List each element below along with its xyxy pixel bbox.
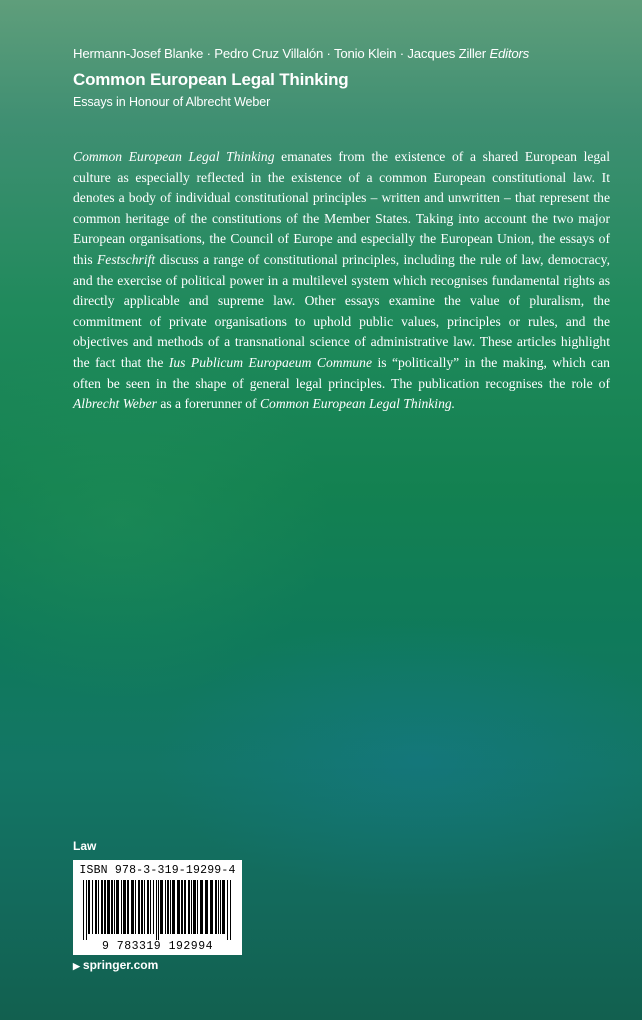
barcode-bar bbox=[98, 880, 99, 934]
barcode-bar bbox=[220, 880, 221, 934]
book-blurb bbox=[73, 147, 610, 415]
barcode-bar bbox=[218, 880, 219, 934]
barcode-bar bbox=[181, 880, 183, 934]
barcode-bar bbox=[177, 880, 180, 934]
barcode-bars bbox=[79, 880, 236, 940]
barcode-bar bbox=[121, 880, 122, 934]
blurb-text-2: discuss a range of constitutional principles, including the rule of law, democracy, and the exercise of political power in a multilevel system which recognises fundamental rights as directly applicable and supreme law. Other essays examine the value of pluralism, the commitment of private organisations to uphold public values, principles or rules, and the objectives and methods of a transnational science of administrative law. These articles highlight the fact that the bbox=[73, 251, 610, 370]
barcode-bar bbox=[107, 880, 110, 934]
barcode-bar bbox=[123, 880, 126, 934]
blurb-italic-festschrift: Festschrift bbox=[97, 251, 156, 267]
barcode-bar bbox=[131, 880, 134, 934]
book-subtitle: Essays in Honour of Albrecht Weber bbox=[73, 95, 271, 109]
barcode-bar bbox=[101, 880, 103, 934]
barcode-bar bbox=[138, 880, 140, 934]
barcode-bar bbox=[210, 880, 213, 934]
barcode-bar bbox=[95, 880, 97, 934]
barcode-bar bbox=[150, 880, 151, 934]
barcode-bar bbox=[197, 880, 198, 934]
barcode-bar bbox=[86, 880, 87, 940]
barcode-bar bbox=[227, 880, 228, 940]
barcode-digits: 9 783319 192994 bbox=[101, 940, 214, 953]
barcode-bar bbox=[135, 880, 136, 934]
barcode-bar bbox=[222, 880, 225, 934]
barcode-bar bbox=[144, 880, 145, 934]
barcode-bar bbox=[200, 880, 203, 934]
barcode-bar bbox=[127, 880, 129, 934]
barcode-bar bbox=[172, 880, 175, 934]
barcode-bar bbox=[205, 880, 208, 934]
blurb-italic-title: Common European Legal Thinking bbox=[73, 149, 275, 164]
barcode-bar bbox=[83, 880, 84, 940]
barcode-bar bbox=[156, 880, 157, 940]
book-title: Common European Legal Thinking bbox=[73, 70, 349, 89]
editors-role: Editors bbox=[489, 46, 530, 61]
barcode-bar bbox=[184, 880, 186, 934]
barcode-bar bbox=[167, 880, 169, 934]
barcode-bar bbox=[188, 880, 190, 934]
barcode-bar bbox=[88, 880, 90, 934]
publisher-link[interactable] bbox=[73, 958, 158, 972]
barcode-bar bbox=[160, 880, 163, 934]
editor-names: Hermann-Josef Blanke · Pedro Cruz Villalón · Tonio Klein · Jacques Ziller bbox=[73, 46, 486, 61]
barcode-bar bbox=[158, 880, 159, 940]
category-label: Law bbox=[73, 839, 97, 853]
blurb-italic-weber: Albrecht Weber bbox=[73, 396, 157, 412]
barcode-bar bbox=[165, 880, 166, 934]
barcode-bar bbox=[147, 880, 149, 934]
barcode-bar bbox=[114, 880, 115, 934]
barcode-bar bbox=[104, 880, 106, 934]
blurb-italic-closing: Common European Legal Thinking. bbox=[259, 396, 456, 412]
barcode-bar bbox=[215, 880, 217, 934]
triangle-right-icon: ▶ bbox=[73, 961, 80, 971]
isbn-barcode bbox=[73, 860, 242, 955]
barcode-bar bbox=[116, 880, 119, 934]
barcode-bar bbox=[92, 880, 93, 934]
blurb-text-4: as a forerunner of bbox=[156, 396, 260, 412]
barcode-bar bbox=[170, 880, 171, 934]
barcode-bar bbox=[141, 880, 143, 934]
barcode-bar bbox=[111, 880, 113, 934]
barcode-bar bbox=[193, 880, 196, 934]
barcode-bar bbox=[230, 880, 231, 940]
isbn-label: ISBN 978-3-319-19299-4 bbox=[79, 864, 236, 877]
blurb-text-1: emanates from the existence of a shared European legal culture as especially reflected in the existence of a common European constitutional law. It denotes a body of individual constitutional principles – written and unwritten – that represent the common heritage of the constitutions of the Member States. Taking into account the two major European organisations, the Council of Europe and especially the European Union, the essays of this bbox=[73, 149, 610, 267]
editors-line bbox=[73, 46, 633, 61]
barcode-bar bbox=[153, 880, 154, 934]
barcode-bar bbox=[191, 880, 192, 934]
blurb-italic-ius: Ius Publicum Europaeum Commune bbox=[168, 354, 373, 370]
blurb-text-3: is “politically” in the making, which can often be seen in the shape of general legal principles. The publication recognises the role of bbox=[73, 354, 610, 391]
publisher-url: springer.com bbox=[82, 958, 159, 972]
